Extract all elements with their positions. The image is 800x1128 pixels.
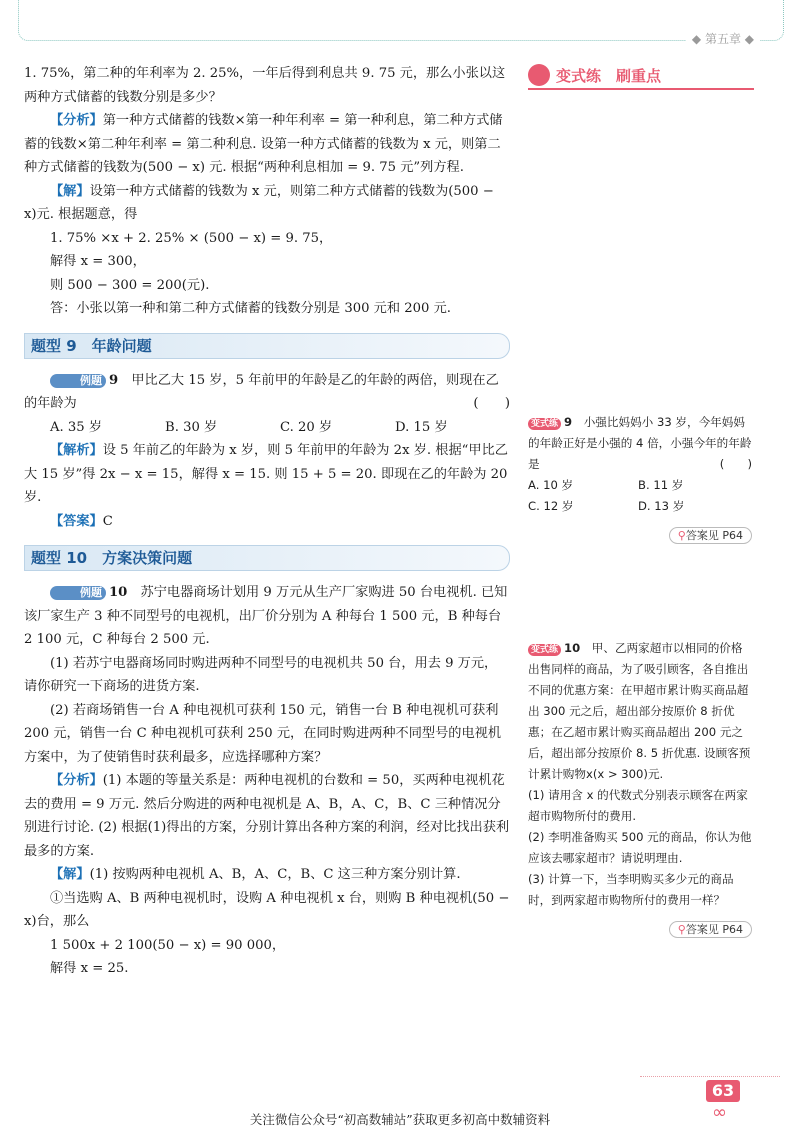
footer-note: 关注微信公众号“初高数辅站”获取更多初高中数辅资料 bbox=[249, 1112, 551, 1127]
example-number: 9 bbox=[109, 372, 119, 388]
pin-icon: ⚲ bbox=[677, 529, 686, 542]
answer-paren: ( ) bbox=[473, 396, 510, 411]
option-a: A. 35 岁 bbox=[50, 419, 103, 435]
analysis-tag: 【分析】 bbox=[50, 113, 103, 128]
answer-ref-link[interactable] bbox=[669, 921, 752, 938]
chapter-title: 第五章 bbox=[704, 32, 741, 46]
answer-ref-text: 答案见 P64 bbox=[685, 529, 743, 542]
answer-value: C bbox=[102, 513, 113, 529]
solution-step: ①当选购 A、B 两种电视机时，设购 A 种电视机 x 台，则购 B 种电视机(50 − x)台，那么 bbox=[24, 890, 510, 929]
variant-badge: 变式练 bbox=[528, 418, 561, 430]
example-9-answer bbox=[24, 510, 510, 534]
variant-number: 9 bbox=[564, 415, 573, 429]
option-c: C. 12 岁 bbox=[528, 499, 574, 513]
sub-question-2: (2) 若商场销售一台 A 种电视机可获利 150 元，销售一台 B 种电视机可获利 200 元，销售一台 C 种电视机可获利 250 元，在同时购进两种不同型号的电视机方案中，为了使销售时获利最多，应选择哪种方案？ bbox=[24, 702, 502, 765]
example-10-analysis bbox=[24, 769, 510, 863]
prev-analysis bbox=[24, 109, 510, 180]
pin-icon: ⚲ bbox=[677, 923, 686, 936]
equation: 解得 x = 300， bbox=[50, 254, 146, 269]
variant-badge: 变式练 bbox=[528, 644, 561, 656]
example-9 bbox=[24, 369, 510, 416]
equation: 解得 x = 25. bbox=[50, 961, 129, 976]
answer-ref-wrap bbox=[528, 919, 752, 940]
page-number-dots bbox=[640, 1076, 780, 1077]
option-d: D. 13 岁 bbox=[638, 499, 685, 513]
variant-question bbox=[528, 638, 752, 785]
page-number: 63 bbox=[706, 1080, 740, 1102]
answer-tag: 【答案】 bbox=[50, 513, 103, 529]
chapter-label: ◆ 第五章 ◆ bbox=[686, 30, 760, 47]
section-title-10: 题型 10 方案决策问题 bbox=[24, 545, 510, 571]
sub-question-1: (1) 请用含 x 的代数式分别表示顾客在两家超市购物所付的费用. bbox=[528, 788, 748, 823]
options bbox=[528, 475, 752, 496]
option-b: B. 30 岁 bbox=[165, 419, 218, 435]
analysis-text: 设 5 年前乙的年龄为 x 岁，则 5 年前甲的年龄为 2x 岁. 根据“甲比乙大 15 岁”得 2x − x = 15，解得 x = 15. 则 15 + 5 = 20. 即现在乙的年龄为 20 岁. bbox=[24, 443, 508, 505]
variant-question-text: 小强比妈妈小 33 岁，今年妈妈的年龄正好是小强的 4 倍，小强今年的年龄是 bbox=[528, 415, 752, 471]
prev-question: 1. 75%，第二种的年利率为 2. 25%，一年后得到利息共 9. 75 元，那么小张以这两种方式储蓄的钱数分别是多少？ bbox=[24, 66, 506, 105]
example-10-solution bbox=[24, 863, 510, 887]
variant-9 bbox=[528, 412, 752, 546]
sidebar-heading-text: 变式练 刷重点 bbox=[556, 67, 662, 85]
sub-question-1: (1) 若苏宁电器商场同时购进两种不同型号的电视机共 50 台，用去 9 万元，请你研究一下商场的进货方案. bbox=[24, 655, 498, 694]
example-10 bbox=[24, 581, 510, 652]
example-badge: 例题 bbox=[50, 586, 106, 600]
example-question: 甲比乙大 15 岁，5 年前甲的年龄是乙的年龄的两倍，则现在乙的年龄为 bbox=[24, 372, 499, 411]
main-column bbox=[24, 62, 510, 981]
solution-tag: 【解】 bbox=[50, 867, 90, 882]
variant-number: 10 bbox=[564, 641, 581, 655]
option-d: D. 15 岁 bbox=[395, 419, 448, 435]
top-frame bbox=[18, 0, 784, 41]
analysis-text: (1) 本题的等量关系是：两种电视机的台数和 = 50，买两种电视机花去的费用 = 9 万元. 然后分购进的两种电视机是 A、B，A、C，B、C 三种情况分别进行讨论. (2) 根据(1)得出的方案，分别计算出各种方案的利润，经对比找出获利最多的方案. bbox=[24, 773, 510, 859]
variant-10 bbox=[528, 638, 752, 940]
variant-question-text: 甲、乙两家超市以相同的价格出售同样的商品，为了吸引顾客，各自推出不同的优惠方案：在甲超市累计购买商品超出 300 元之后，超出部分按原价 8 折优惠；在乙超市累计购买商品超出 200 元之后，超出部分按原价 8. 5 折优惠. 设顾客预计累计购物x(x > 300)元. bbox=[528, 641, 751, 781]
answer-text: 答：小张以第一种和第二种方式储蓄的钱数分别是 300 元和 200 元. bbox=[50, 301, 451, 316]
analysis-text: 第一种方式储蓄的钱数×第一种年利率 = 第一种利息，第二种方式储蓄的钱数×第二种年利率 = 第二种利息. 设第一种方式储蓄的钱数为 x 元，则第二种方式储蓄的钱数为(500 − x) 元. 根据“两种利息相加 = 9. 75 元”列方程. bbox=[24, 113, 503, 175]
analysis-tag: 【解析】 bbox=[50, 443, 103, 458]
equation: 则 500 − 300 = 200(元). bbox=[50, 277, 210, 293]
sub-question-2: (2) 李明准备购买 500 元的商品，你认为他应该去哪家超市？请说明理由. bbox=[528, 830, 752, 865]
option-b: B. 11 岁 bbox=[638, 478, 684, 492]
answer-ref-wrap bbox=[528, 525, 752, 546]
example-number: 10 bbox=[109, 585, 128, 600]
solution-text: (1) 按购两种电视机 A、B，A、C，B、C 这三种方案分别计算. bbox=[89, 867, 461, 882]
analysis-tag: 【分析】 bbox=[50, 773, 103, 788]
sub-question-3: (3) 计算一下，当李明购买多少元的商品时，到两家超市购物所付的费用一样？ bbox=[528, 872, 734, 907]
sidebar-heading bbox=[528, 66, 754, 90]
answer-ref-link[interactable] bbox=[669, 527, 752, 544]
section-title-9: 题型 9 年龄问题 bbox=[24, 333, 510, 359]
answer-ref-text: 答案见 P64 bbox=[685, 923, 743, 936]
prev-solution bbox=[24, 180, 510, 227]
example-9-analysis bbox=[24, 439, 510, 510]
options bbox=[24, 416, 510, 440]
equation: 1. 75% ×x + 2. 25% × (500 − x) = 9. 75， bbox=[50, 230, 333, 246]
variant-question bbox=[528, 412, 752, 475]
equation: 1 500x + 2 100(50 − x) = 90 000， bbox=[50, 937, 286, 953]
option-a: A. 10 岁 bbox=[528, 478, 574, 492]
solution-tag: 【解】 bbox=[50, 183, 90, 199]
options bbox=[528, 496, 752, 517]
option-c: C. 20 岁 bbox=[280, 419, 333, 435]
answer-paren: ( ) bbox=[719, 457, 752, 471]
example-question: 苏宁电器商场计划用 9 万元从生产厂家购进 50 台电视机. 已知该厂家生产 3 种不同型号的电视机，出厂价分别为 A 种每台 1 500 元，B 种每台 2 100 元，C 种每台 2 500 元. bbox=[24, 585, 508, 647]
heading-icon bbox=[528, 64, 550, 86]
solution-text: 设第一种方式储蓄的钱数为 x 元，则第二种方式储蓄的钱数为(500 − x)元. 根据题意，得 bbox=[24, 183, 494, 222]
infinity-icon: ∞ bbox=[712, 1102, 727, 1123]
example-badge: 例题 bbox=[50, 374, 106, 388]
